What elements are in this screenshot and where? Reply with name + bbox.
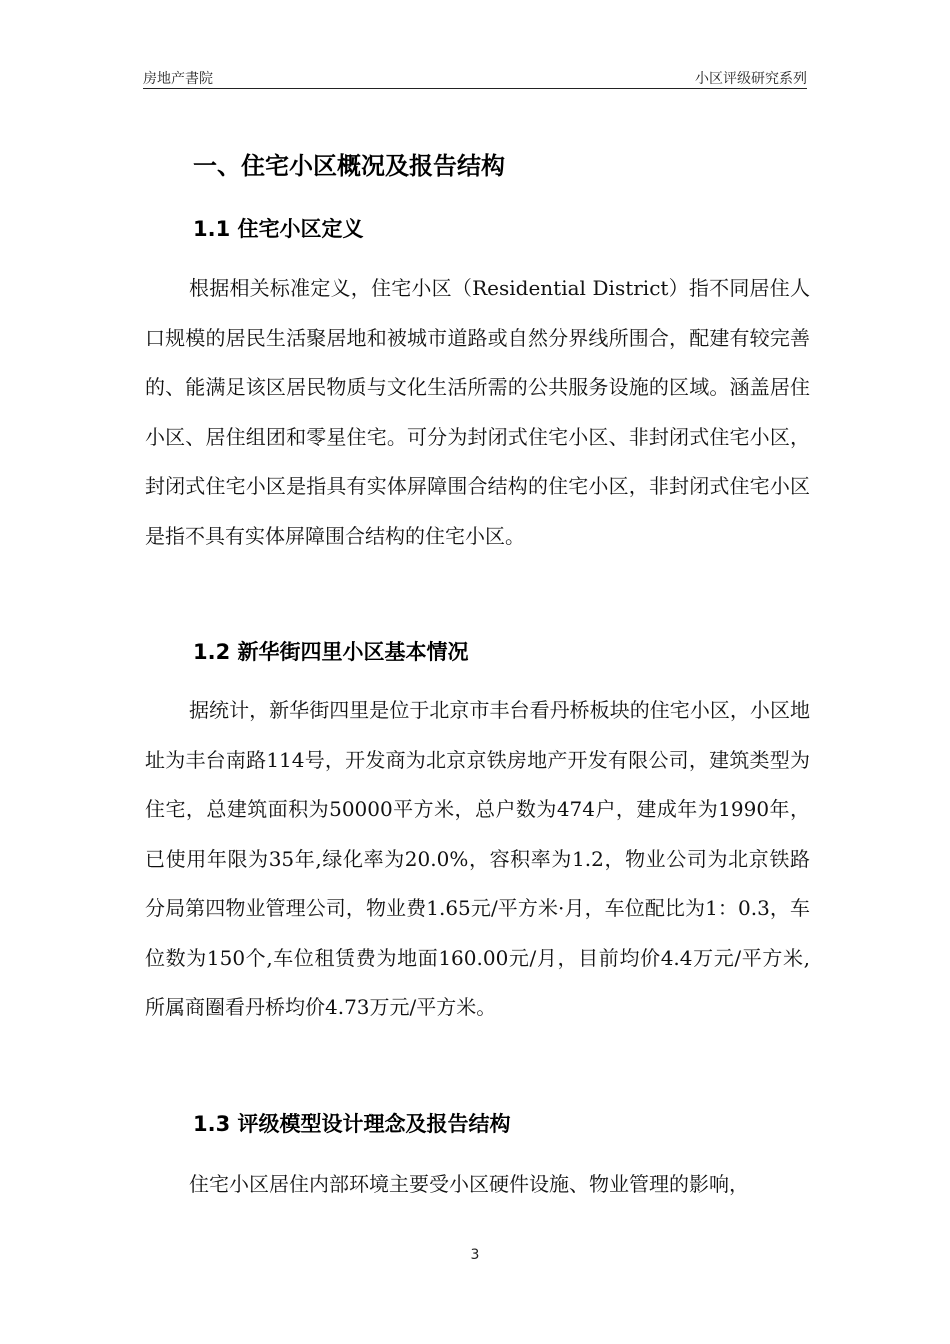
- section-heading-1-2: 1.2 新华街四里小区基本情况: [193, 640, 469, 664]
- page-number: 3: [470, 1247, 480, 1263]
- section-paragraph-1-3: 住宅小区居住内部环境主要受小区硬件设施、物业管理的影响，: [189, 1172, 749, 1196]
- section-heading-1-3: 1.3 评级模型设计理念及报告结构: [193, 1112, 511, 1136]
- section-heading-1-1: 1.1 住宅小区定义: [193, 217, 364, 241]
- section-paragraph-1-2: 据统计，新华街四里是位于北京市丰台看丹桥板块的住宅小区，小区地址为丰台南路114号，开发商为北京京铁房地产开发有限公司，建筑类型为住宅，总建筑面积为50000平方米，总户数为474户，建成年为1990年，已使用年限为35年,绿化率为20.0%，容积率为1.2，物业公司为北京铁路分局第四物业管理公司，物业费1.65元/平方米·月，车位配比为1：0.3，车位数为150个,车位租赁费为地面160.00元/月，目前均价4.4万元/平方米,所属商圈看丹桥均价4.73万元/平方米。: [145, 698, 810, 1019]
- page-header: [143, 62, 807, 89]
- header-publisher: 房地产書院: [143, 71, 213, 87]
- section-paragraph-1-1: 根据相关标准定义，住宅小区（Residential District）指不同居住人口规模的居民生活聚居地和被城市道路或自然分界线所围合，配建有较完善的、能满足该区居民物质与文化生活所需的公共服务设施的区域。涵盖居住小区、居住组团和零星住宅。可分为封闭式住宅小区、非封闭式住宅小区，封闭式住宅小区是指具有实体屏障围合结构的住宅小区，非封闭式住宅小区是指不具有实体屏障围合结构的住宅小区。: [145, 276, 810, 548]
- header-series: 小区评级研究系列: [695, 71, 807, 87]
- chapter-title: 一、住宅小区概况及报告结构: [193, 152, 505, 180]
